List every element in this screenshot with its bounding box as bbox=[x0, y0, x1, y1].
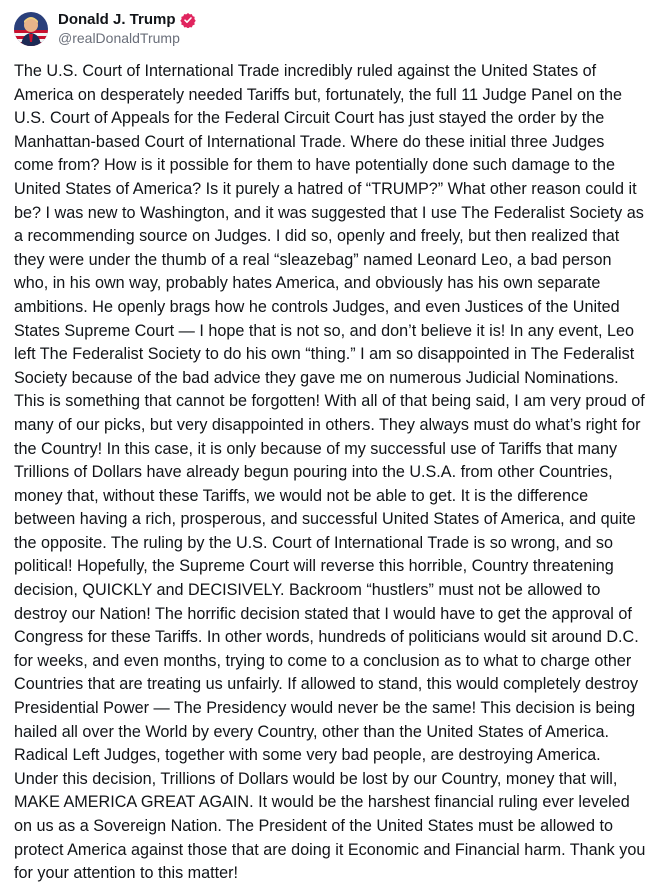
author-handle[interactable]: @realDonaldTrump bbox=[58, 29, 180, 46]
post-body-text: The U.S. Court of International Trade incredibly ruled against the United States of America on desperately needed Tariffs but, fortunately, the full 11 Judge Panel on the U.S. Court of Appeals for the Federal Circuit Court has just stayed the order by the Manhattan-based Court of International Trade. Where do these initial three Judges come from? How is it possible for them to have potentially done such damage to the United States of America? Is it purely a hatred of “TRUMP?” What other reason could it be? I was new to Washington, and it was suggested that I use The Federalist Society as a recommending source on Judges. I did so, openly and freely, but then realized that they were under the thumb of a real “sleazebag” named Leonard Leo, a bad person who, in his own way, probably hates America, and obviously has his own separate ambitions. He openly brags how he controls Judges, and even Justices of the United States Supreme Court — I hope that is not so, and don’t believe it is! In any event, Leo left The Federalist Society to do his own “thing.” I am so disappointed in The Federalist Society because of the bad advice they gave me on numerous Judicial Nominations. This is something that cannot be forgotten! With all of that being said, I am very proud of many of our picks, but very disappointed in others. They always must do what’s right for the Country! In this case, it is only because of my successful use of Tariffs that many Trillions of Dollars have already begun pouring into the U.S.A. from other Countries, money that, without these Tariffs, we would not be able to get. It is the difference between having a rich, prosperous, and successful United States of America, and quite the opposite. The ruling by the U.S. Court of International Trade is so wrong, and so political! Hopefully, the Supreme Court will reverse this horrible, Country threatening decision, QUICKLY and DECISIVELY. Backroom “hustlers” must not be allowed to destroy our Nation! The horrific decision stated that I would have to get the approval of Congress for these Tariffs. In other words, hundreds of politicians would sit around D.C. for weeks, and even months, trying to come to a conclusion as to what to charge other Countries that are treating us unfairly. If allowed to stand, this would completely destroy Presidential Power — The Presidency would never be the same! This decision is being hailed all over the World by every Country, other than the United States of America. Radical Left Judges, together with some very bad people, are destroying America. Under this decision, Trillions of Dollars would be lost by our Country, money that will, MAKE AMERICA GREAT AGAIN. It would be the harshest financial ruling ever leveled on us as a Sovereign Nation. The President of the United States must be allowed to protect America against those that are doing it Economic and Financial harm. Thank you for your attention to this matter! bbox=[14, 62, 646, 883]
avatar[interactable] bbox=[14, 12, 48, 46]
post-header bbox=[14, 8, 648, 50]
verified-badge-icon bbox=[180, 12, 196, 28]
avatar-photo bbox=[14, 12, 48, 46]
author-display-name[interactable]: Donald J. Trump bbox=[58, 10, 176, 28]
author-block bbox=[58, 11, 196, 47]
author-name-row bbox=[58, 11, 196, 30]
